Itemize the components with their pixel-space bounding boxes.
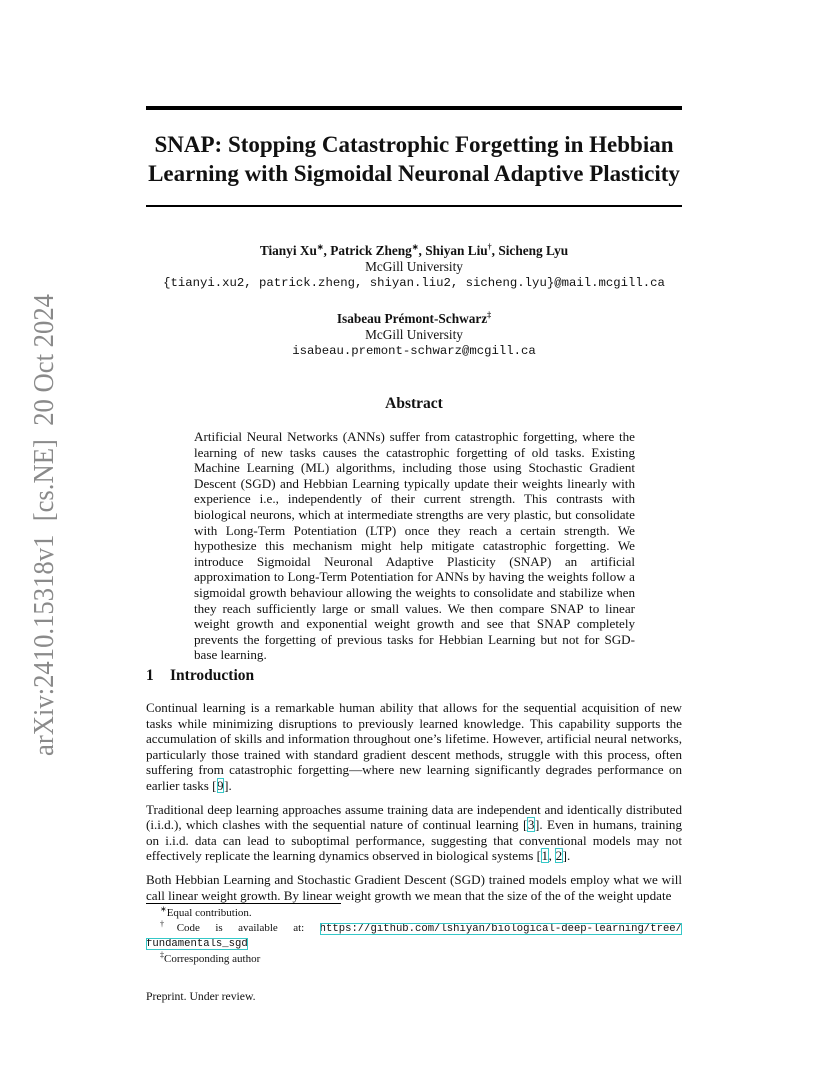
author-block <box>146 243 682 291</box>
equal-contribution-mark: ∗ <box>411 242 419 252</box>
footnotes <box>146 906 682 966</box>
code-link[interactable]: https://github.com/lshiyan/biological-deep-learning/tree/ <box>319 922 683 935</box>
title-line-2: Learning with Sigmoidal Neuronal Adaptive Plasticity <box>148 161 680 186</box>
title-rule-bottom <box>146 205 682 207</box>
footnote-text: Code is available at: <box>176 921 305 934</box>
corresponding-author-block <box>146 311 682 359</box>
code-link[interactable]: fundamentals_sgd <box>146 938 248 950</box>
paragraph: Traditional deep learning approaches assume training data are independent and identically distributed (i.i.d.), which clashes with the sequential nature of continual learning [3]. Even in humans, training on i.i.d. data can lead to suboptimal performance, suggesting that conventional models may not effectively replicate the learning dynamics observed in biological systems [1, 2]. <box>146 801 682 863</box>
paragraph-text: Continual learning is a remarkable human ability that allows for the sequential acquisition of new tasks while minimizing disruptions to previously learned knowledge. This capability supports the accumulation of skills and information throughout one’s lifetime. However, artificial neural networks, particularly those trained with standard gradient descent methods, struggle with this process, often suffering from catastrophic forgetting—where new learning significantly degrades performance on earlier tasks <box>146 700 682 793</box>
author-name: Shiyan Liu <box>425 243 488 258</box>
corresponding-mark: ‡ <box>487 310 492 320</box>
code-mark: † <box>487 242 492 252</box>
paragraph-text: . Even in humans, training on i.i.d. data can lead to suboptimal performance, suggesting that conventional models may not effectively replicate the learning dynamics observed in biological systems <box>146 817 682 863</box>
corresponding-author-affiliation: McGill University <box>365 327 463 342</box>
citation-link[interactable]: 9 <box>217 777 224 793</box>
section-number: 1 <box>146 667 154 684</box>
title-rule-top <box>146 106 682 110</box>
footnote-code <box>146 918 683 937</box>
corresponding-author-name-line <box>146 311 682 327</box>
footnote <box>146 949 682 967</box>
equal-contribution-mark: ∗ <box>316 242 324 252</box>
footnote-text: Equal contribution. <box>166 907 252 919</box>
citation-link[interactable]: 2 <box>555 848 563 863</box>
footnote-rule <box>146 903 341 904</box>
author-name: Isabeau Prémont-Schwarz <box>336 311 488 326</box>
author-emails: {tianyi.xu2, patrick.zheng, shiyan.liu2, sicheng.lyu}@mail.mcgill.ca <box>163 276 665 290</box>
author-names: Tianyi Xu∗, Patrick Zheng∗, Shiyan Liu†, Sicheng Lyu <box>259 242 569 258</box>
footnote-mark: ‡ <box>160 949 164 959</box>
arxiv-stamp-text: arXiv:2410.15318v1 [cs.NE] 20 Oct 2024 <box>29 290 60 756</box>
footnote <box>146 906 682 921</box>
arxiv-stamp <box>5 290 77 760</box>
arxiv-stamp-svg <box>5 290 77 760</box>
section-body <box>146 700 682 912</box>
author-name: Sicheng Lyu <box>498 243 569 258</box>
footnote-code-continued <box>146 936 682 952</box>
paragraph-text: Traditional deep learning approaches assume training data are independent and identically distributed (i.i.d.), which clashes with the sequential nature of continual learning <box>146 801 682 832</box>
citation-link[interactable]: 3 <box>527 817 535 832</box>
paragraph <box>146 872 682 903</box>
section-title: Introduction <box>170 667 255 684</box>
preprint-notice: Preprint. Under review. <box>146 990 256 1003</box>
footnote-text: Corresponding author <box>164 952 261 965</box>
author-name: Patrick Zheng <box>330 243 412 258</box>
footnote-mark: † <box>160 918 177 928</box>
section-heading <box>146 667 254 685</box>
abstract-text: Artificial Neural Networks (ANNs) suffer from catastrophic forgetting, where the learning of new tasks causes the catastrophic forgetting of old tasks. Existing Machine Learning (ML) algorithms, including those using Stochastic Gradient Descent (SGD) and Hebbian Learning typically update their weights linearly with experience i.e., independently of their current strength. This contrasts with biological neurons, which at intermediate strengths are very plastic, but consolidate with Long-Term Potentiation (LTP) once they reach a certain strength. We hypothesize this mechanism might help mitigate catastrophic forgetting. We introduce Sigmoidal Neuronal Adaptive Plasticity (SNAP) an artificial approximation to Long-Term Potentiation for ANNs by having the weights follow a sigmoidal growth behaviour allowing the weights to consolidate and stabilize when they reach sufficiently large or small values. We then compare SNAP to linear weight growth and exponential weight growth and see that SNAP completely prevents the forgetting of previous tasks for Hebbian Learning but not for SGD-base learning. <box>194 429 635 663</box>
abstract-heading: Abstract <box>385 395 443 412</box>
paragraph-text: Both Hebbian Learning and Stochastic Gradient Descent (SGD) trained models employ what we will call linear weight growth. By linear weight growth we mean that the size of the of the weight update <box>146 872 682 903</box>
footnote-mark: ∗ <box>160 904 167 914</box>
author-name: Tianyi Xu <box>259 243 317 258</box>
paragraph: Continual learning is a remarkable human ability that allows for the sequential acquisition of new tasks while minimizing disruptions to previously learned knowledge. This capability supports the accumulation of skills and information throughout one’s lifetime. However, artificial neural networks, particularly those trained with standard gradient descent methods, struggle with this process, often suffering from catastrophic forgetting—where new learning significantly degrades performance on earlier tasks [9]. <box>146 700 682 793</box>
citation-link[interactable]: 1 <box>541 848 549 863</box>
title-line-1: SNAP: Stopping Catastrophic Forgetting in Hebbian <box>154 132 674 157</box>
author-affiliation: McGill University <box>365 259 463 274</box>
corresponding-author-email: isabeau.premont-schwarz@mcgill.ca <box>292 344 536 358</box>
paper-title <box>146 130 682 188</box>
